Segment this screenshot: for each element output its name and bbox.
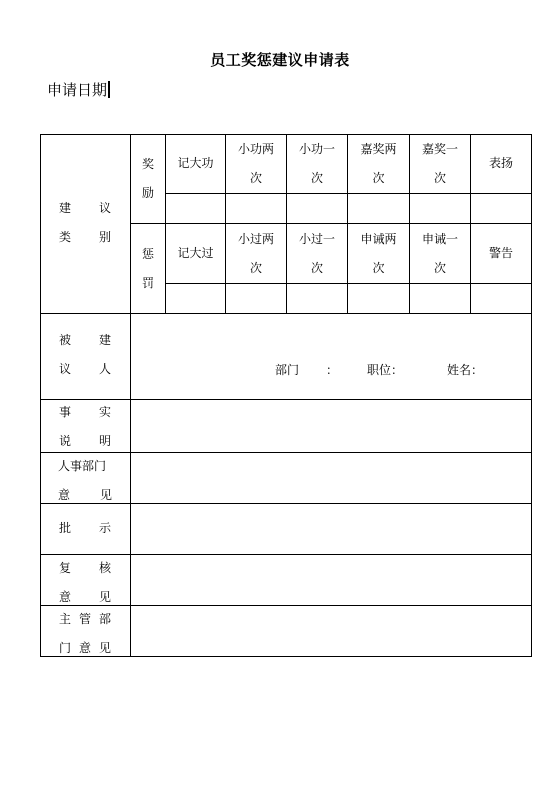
department-colon: ： [326,363,339,377]
reward-check-cell[interactable] [471,194,531,223]
punish-check-cell[interactable] [287,284,347,313]
name-label: 姓名： [447,363,484,377]
reward-check-cell[interactable] [226,194,286,223]
nominee-input-area[interactable] [131,314,531,399]
hr-opinion-label: 人事部门 意 见 [58,459,112,502]
punish-level-minor-demerit-twice: 小过两 次 [237,231,274,275]
punish-level-minor-demerit-once: 小过一 次 [298,231,335,275]
punish-check-cell[interactable] [166,284,225,313]
punish-check-cell[interactable] [410,284,470,313]
reward-check-cell[interactable] [166,194,225,223]
review-label: 复 核 意 见 [59,561,111,604]
nominee-label: 被 建 议 人 [59,333,111,376]
position-label: 职位： [367,363,404,377]
reward-check-cell[interactable] [410,194,470,223]
punish-check-cell[interactable] [226,284,286,313]
punish-label: 惩 罚 [141,246,154,290]
reward-level-minor-merit-twice: 小功两 次 [237,141,274,185]
department-label: 部门 [275,363,300,377]
category-label: 建 议 类 别 [59,201,111,244]
reward-level-commendation-twice: 嘉奖两 次 [360,141,397,185]
facts-input-area[interactable] [131,400,531,452]
reward-level-major-merit: 记大功 [177,156,214,170]
reward-level-commendation-once: 嘉奖一 次 [421,141,458,185]
reward-level-minor-merit-once: 小功一 次 [298,141,335,185]
punish-check-cell[interactable] [348,284,409,313]
manager-opinion-input-area[interactable] [131,606,531,656]
punish-level-reprimand-once: 申诫一 次 [421,231,458,275]
punish-level-major-demerit: 记大过 [177,246,214,260]
review-input-area[interactable] [131,555,531,605]
apply-date-label[interactable]: 申请日期 [47,79,110,100]
approval-input-area[interactable] [131,504,531,554]
manager-opinion-label: 主 管 部 门 意 见 [59,612,111,655]
punish-level-warning: 警告 [488,246,513,260]
hr-opinion-input-area[interactable] [131,453,531,503]
punish-check-cell[interactable] [471,284,531,313]
reward-check-cell[interactable] [287,194,347,223]
reward-level-praise: 表扬 [488,156,513,170]
punish-level-reprimand-twice: 申诫两 次 [360,231,397,275]
reward-check-cell[interactable] [348,194,409,223]
page-title: 员工奖惩建议申请表 [210,51,350,69]
approval-label: 批 示 [59,521,111,535]
facts-label: 事 实 说 明 [59,405,111,448]
reward-label: 奖 励 [141,156,154,200]
